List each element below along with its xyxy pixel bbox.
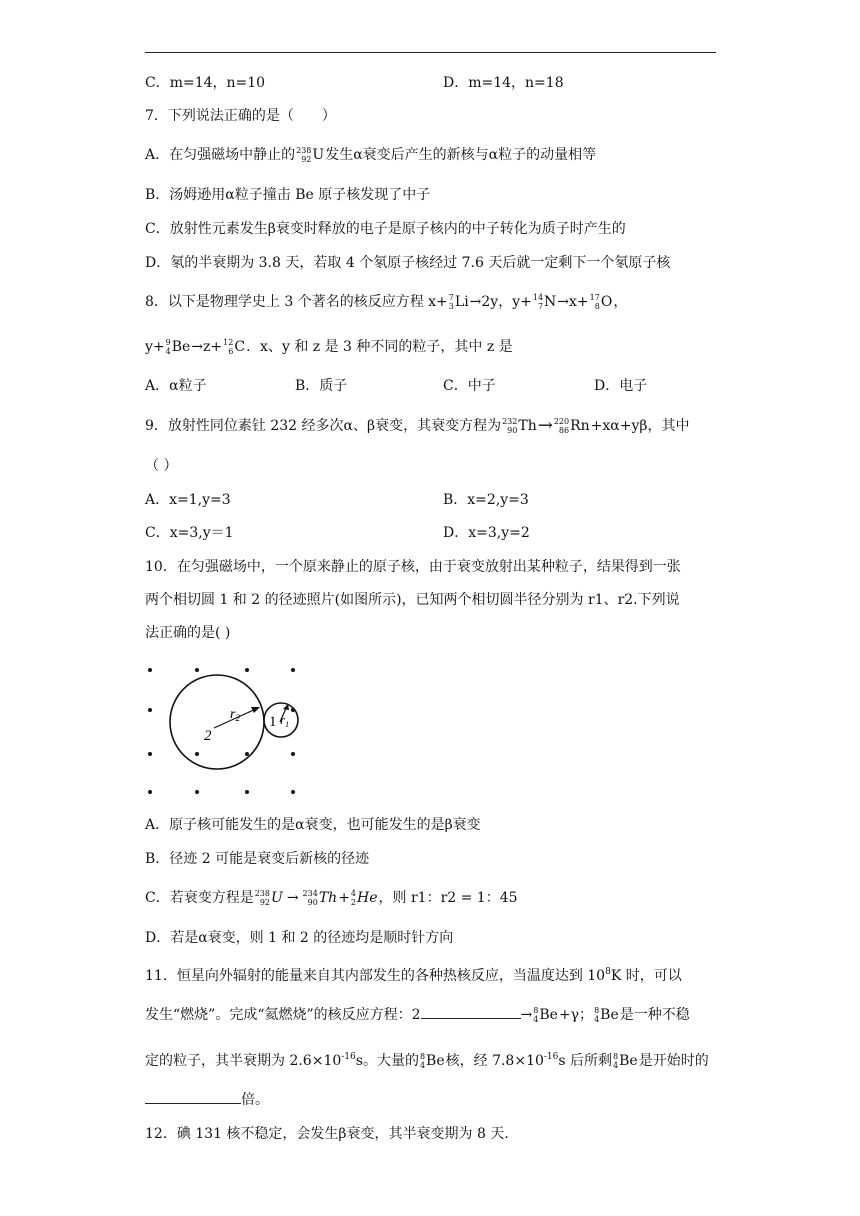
circle-2-label: 2 — [204, 728, 212, 744]
tangent-circles-diagram — [140, 662, 310, 802]
q8-stem-line2: y+ 9 4 Be→z+ 12 6 C．x、y 和 z 是 3 种不同的粒子，其中 z 是 — [145, 338, 513, 356]
q10-stem-line1: 10．在匀强磁场中，一个原来静止的原子核，由于衰变放射出某种粒子，结果得到一张 — [145, 559, 681, 575]
q10-option-b[interactable]: B．径迹 2 可能是衰变后新核的径迹 — [145, 851, 370, 867]
q9-answer-paren: （ ） — [145, 458, 178, 474]
q10-stem-line2: 两个相切圆 1 和 2 的径迹照片(如图所示)，已知两个相切圆半径分别为 r1、r2.下列说 — [145, 592, 680, 608]
q8-option-c[interactable]: C．中子 — [443, 378, 496, 394]
q9-stem-line1: 9．放射性同位素钍 232 经多次α、β衰变，其衰变方程为 232 90 Th→ 220 86 Rn+xα+yβ，其中 — [145, 415, 690, 436]
answer-blank-1[interactable] — [421, 1004, 521, 1019]
q9-option-a[interactable]: A．x=1,y=3 — [145, 492, 231, 508]
r1-label: $r_1$ — [280, 712, 290, 729]
q9-option-d[interactable]: D．x=3,y=2 — [443, 525, 530, 541]
isotope-n14: 14 7 N — [532, 293, 557, 311]
isotope-u238: 238 92 U — [296, 146, 325, 164]
q8-option-d[interactable]: D．电子 — [594, 378, 648, 394]
q12-stem: 12．碘 131 核不稳定，会发生β衰变，其半衰变期为 8 天. — [145, 1126, 509, 1142]
q10-option-a[interactable]: A．原子核可能发生的是α衰变，也可能发生的是β衰变 — [145, 817, 481, 833]
magnetic-field-dots — [148, 668, 295, 794]
r2-label: $r_2$ — [230, 707, 240, 723]
q6-option-d[interactable]: D．m=14，n=18 — [443, 75, 564, 91]
isotope-u238-italic: 238 92 U — [254, 889, 283, 907]
isotope-be8-b: 8 4 Be — [594, 1006, 619, 1024]
circle-1-label: 1 — [269, 714, 277, 730]
isotope-be9: 9 4 Be — [165, 338, 191, 356]
answer-blank-2[interactable] — [145, 1089, 241, 1104]
q9-option-b[interactable]: B．x=2,y=3 — [443, 492, 529, 508]
q8-option-b[interactable]: B．质子 — [295, 378, 348, 394]
q11-stem-line4: 倍。 — [145, 1089, 269, 1110]
q10-stem-line3: 法正确的是( ) — [145, 625, 231, 641]
isotope-li7: 7 3 Li — [448, 293, 469, 311]
isotope-be8: 8 4 Be — [533, 1006, 558, 1024]
q7-stem: 7．下列说法正确的是（ ） — [145, 108, 336, 124]
header-rule — [145, 52, 716, 53]
isotope-be8-d: 8 4 Be — [613, 1052, 638, 1070]
q11-stem-line2: 发生“燃烧”。完成“氦燃烧”的核反应方程：2 → 8 4 Be+γ； 8 4 Be是一种不稳 — [145, 1006, 690, 1024]
q7-option-c[interactable]: C．放射性元素发生β衰变时释放的电子是原子核内的中子转化为质子时产生的 — [145, 221, 626, 237]
q10-option-c[interactable]: C．若衰变方程是 238 92 U → 234 90 Th+ 4 2 He，则 r1：r2 = 1：45 — [145, 889, 518, 907]
q7-option-a[interactable]: A．在匀强磁场中静止的 238 92 U发生α衰变后产生的新核与α粒子的动量相等 — [145, 146, 597, 164]
q6-option-c[interactable]: C．m=14，n=10 — [145, 75, 266, 91]
isotope-be8-c: 8 4 Be — [419, 1052, 445, 1070]
q11-stem-line1: 11．恒星向外辐射的能量来自其内部发生的各种热核反应，当温度达到 $10^8K$ 时，可以 — [145, 967, 682, 984]
isotope-th234: 234 90 Th — [302, 889, 338, 907]
tangent-circles-figure — [140, 662, 310, 802]
isotope-o17: 17 8 O — [589, 293, 613, 311]
q7-option-d[interactable]: D．氡的半衰期为 3.8 天，若取 4 个氡原子核经过 7.6 天后就一定剩下一个氡原子核 — [145, 255, 671, 271]
q11-stem-line3: 定的粒子，其半衰期为 $2.6\times 10^{-16}s$。大量的 8 4 Be核，经 $7.8\times 10^{-16}s$ 后所剩 8 4 Be是开始时的 — [145, 1052, 709, 1070]
track-circle-2 — [170, 675, 264, 769]
q10-option-d[interactable]: D．若是α衰变，则 1 和 2 的径迹均是顺时针方向 — [145, 930, 454, 946]
q8-stem-line1: 8．以下是物理学史上 3 个著名的核反应方程 x+ 7 3 Li→2y，y+ 14 7 N→x+ 17 8 O， — [145, 293, 628, 311]
q8-option-a[interactable]: A．α粒子 — [145, 378, 207, 394]
q9-option-c[interactable]: C．x=3,y＝1 — [145, 525, 234, 541]
isotope-he4: 4 2 He — [350, 889, 378, 907]
isotope-c12: 12 6 C — [223, 338, 246, 356]
isotope-rn220: 220 86 Rn — [553, 417, 590, 435]
isotope-th232: 232 90 Th — [502, 417, 537, 435]
q7-option-b[interactable]: B．汤姆逊用α粒子撞击 Be 原子核发现了中子 — [145, 187, 431, 203]
